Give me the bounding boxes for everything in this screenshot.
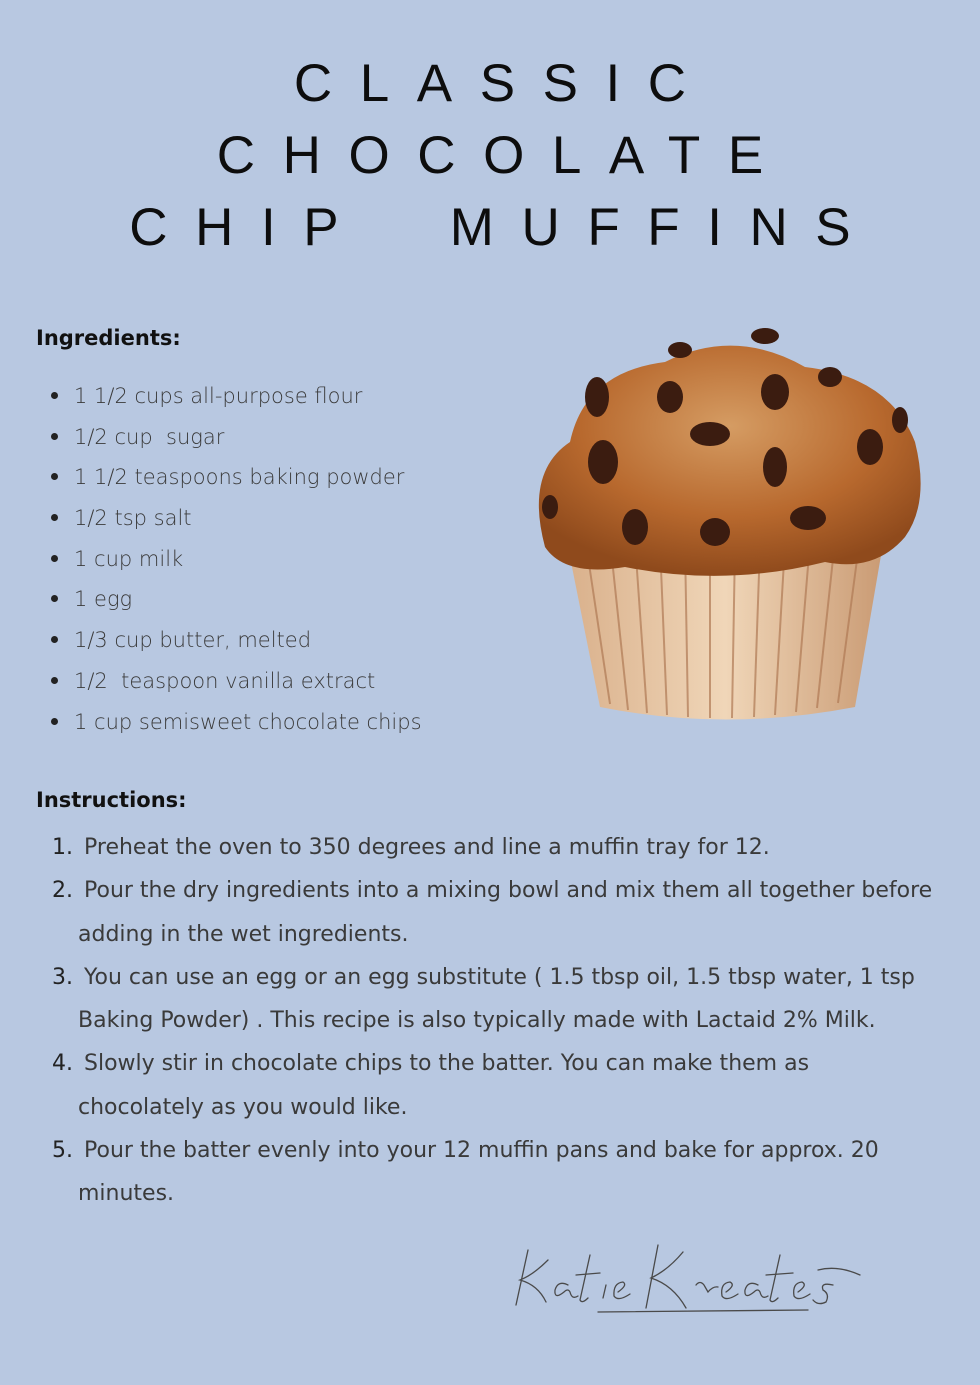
step-number: 5. [52, 1138, 73, 1164]
instruction-step [40, 869, 940, 956]
ingredient-item: 1 cup semisweet chocolate chips [36, 704, 422, 745]
ingredient-item: 1/2 teaspoon vanilla extract [36, 663, 422, 704]
step-text: Slowly stir in chocolate chips to the batter. You can make them as chocolately as you would like. [78, 1051, 810, 1120]
title-line-2: CHOCOLATE [216, 126, 791, 185]
step-text: Preheat the oven to 350 degrees and line a muffin tray for 12. [84, 835, 770, 860]
ingredient-item: 1 1/2 teaspoons baking powder [36, 459, 422, 500]
signature-logo [508, 1230, 878, 1320]
instruction-step [40, 1042, 940, 1129]
recipe-title [0, 48, 980, 264]
instructions-heading: Instructions: [36, 788, 187, 812]
instructions-list [40, 826, 940, 1216]
instruction-step [40, 956, 940, 1043]
ingredient-item: 1/3 cup butter, melted [36, 622, 422, 663]
step-text: You can use an egg or an egg substitute ( 1.5 tbsp oil, 1.5 tbsp water, 1 tsp Baking Powder) . This recipe is also typically made with Lactaid 2% Milk. [78, 964, 915, 1034]
step-number: 4. [52, 1051, 73, 1077]
instruction-step [40, 1129, 940, 1216]
ingredients-heading: Ingredients: [36, 326, 181, 350]
muffin-illustration [525, 322, 930, 730]
step-number: 2. [52, 878, 73, 904]
instruction-step [40, 826, 940, 869]
ingredient-item: 1 cup milk [36, 541, 422, 582]
step-number: 1. [52, 835, 73, 860]
step-text: Pour the dry ingredients into a mixing bowl and mix them all together before adding in the wet ingredients. [78, 878, 933, 947]
ingredient-item: 1 1/2 cups all-purpose flour [36, 378, 422, 419]
title-line-3: CHIP MUFFINS [129, 198, 879, 257]
title-line-1: CLASSIC [293, 54, 714, 113]
ingredient-item: 1 egg [36, 581, 422, 622]
ingredients-list [36, 378, 422, 744]
step-number: 3. [52, 964, 73, 990]
ingredient-item: 1/2 cup sugar [36, 419, 422, 460]
step-text: Pour the batter evenly into your 12 muffin pans and bake for approx. 20 minutes. [78, 1138, 879, 1207]
ingredient-item: 1/2 tsp salt [36, 500, 422, 541]
